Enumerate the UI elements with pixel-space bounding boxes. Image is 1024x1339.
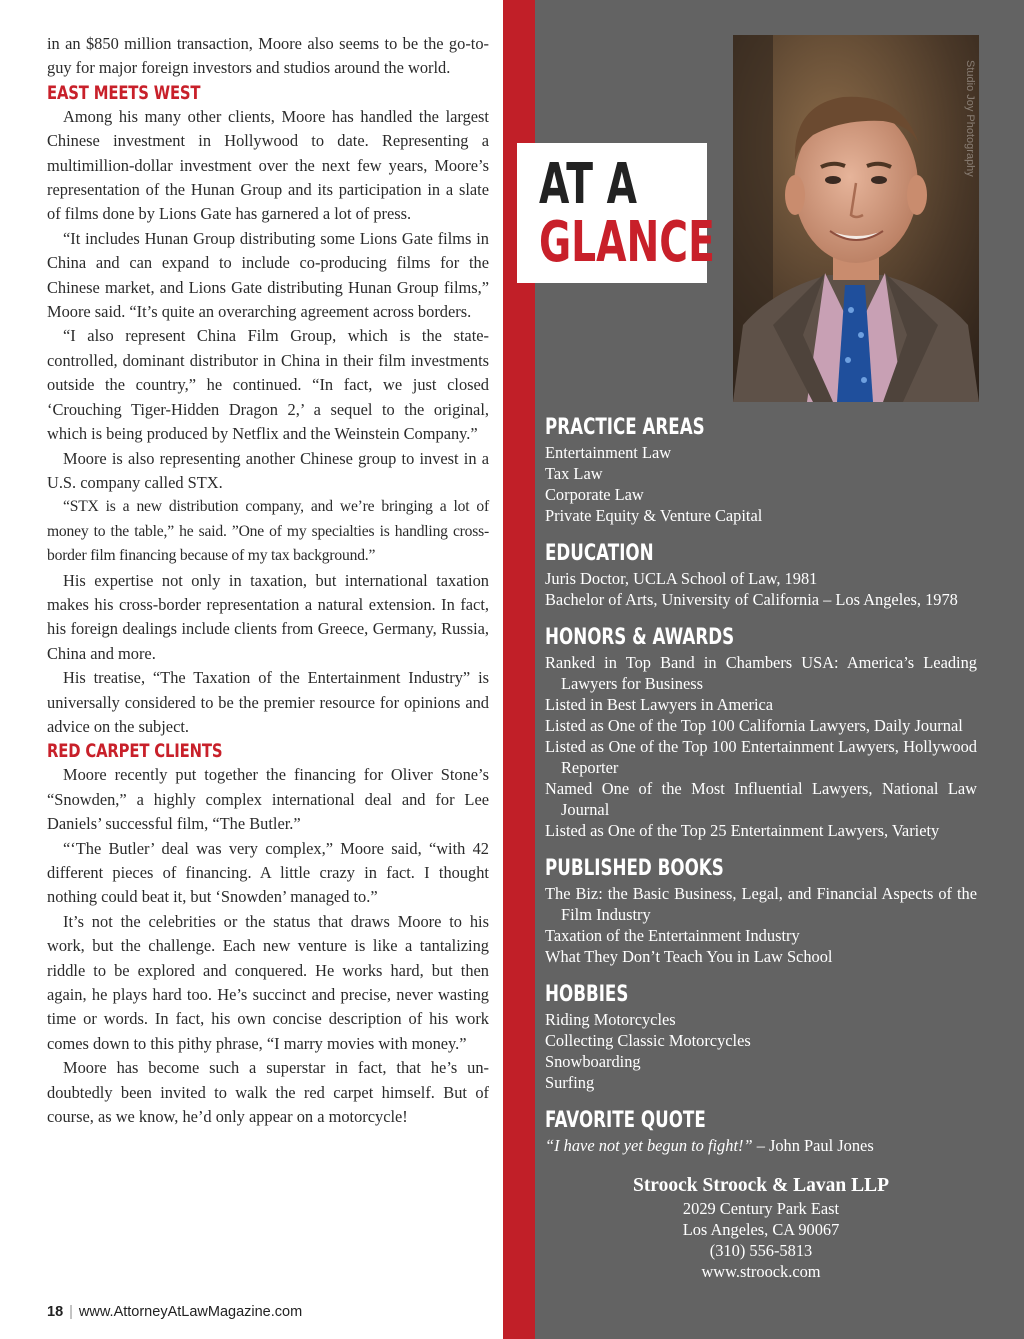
article-paragraph: It’s not the celebrities or the status that draws Moore to his work, but the challenge. Each new venture is like a tantalizing riddle to be explored and conquered. He works hard, but then again, he plays hard too. He’s succinct and precise, never wasting time or words. In fact, his own concise description of his work comes down to this pithy phrase, “I marry movies with money.” [47, 911, 489, 1053]
honors-awards-section [545, 625, 977, 841]
list-item: Corporate Law [545, 485, 644, 504]
list-item: Entertainment Law [545, 443, 672, 462]
article-paragraph: His treatise, “The Taxation of the Entertainment Industry” is universally considered to be the premier resource for opinions and advice on the subject. [47, 668, 489, 736]
portrait-photo [733, 35, 979, 402]
glance-title-line1: AT A [539, 152, 638, 217]
section-heading-red-carpet-clients: RED CARPET CLIENTS [47, 740, 223, 763]
list-item: Named One of the Most Influential Lawyers, National Law Journal [545, 779, 977, 819]
list-item: Listed as One of the Top 100 California Lawyers, Daily Journal [545, 716, 963, 735]
footer-website-link[interactable]: www.AttorneyAtLawMagazine.com [78, 1304, 303, 1320]
article-paragraph: Moore recently put together the financing for Oliver Stone’s “Snowden,” a highly complex international deal and for Lee Daniels’ successful film, “The Butler.” [47, 765, 489, 834]
article-paragraph: “It includes Hunan Group distributing some Lions Gate films in China and can expand to include co-producing films for the Chinese market, and Lions Gate distributing Hunan Group films,” Moore said. “It’s quite an overarching agreement across borders. [47, 228, 489, 322]
page-footer [47, 1304, 302, 1320]
favorite-quote-heading: FAVORITE QUOTE [545, 1108, 706, 1133]
glance-title-line2: GLANCE [539, 210, 715, 275]
list-item: Listed as One of the Top 25 Entertainment Lawyers, Variety [545, 821, 940, 840]
honors-awards-heading: HONORS & AWARDS [545, 625, 735, 650]
section-heading-east-meets-west: EAST MEETS WEST [47, 81, 201, 104]
favorite-quote-section [545, 1108, 977, 1156]
list-item: Private Equity & Venture Capital [545, 506, 763, 525]
favorite-quote [545, 1135, 977, 1156]
list-item: Ranked in Top Band in Chambers USA: America’s Leading Lawyers for Business [545, 653, 977, 693]
firm-website-link[interactable]: www.stroock.com [701, 1262, 821, 1281]
published-books-heading: PUBLISHED BOOKS [545, 856, 724, 881]
list-item: Riding Motorcycles [545, 1010, 676, 1029]
article-paragraph: Among his many other clients, Moore has handled the largest Chinese investment in Hollywood to date. Representing a multimillion-dollar investment over the next few years, Moore’s representation of the Hunan Group and its participation in a slate of films done by Lions Gate has garnered a lot of press. [47, 106, 489, 224]
firm-contact-block [545, 1173, 977, 1282]
article-paragraph: “STX is a new distribution company, and we’re bringing a lot of money to the table,” he said. ”One of my specialties is handling cross-border film financing because of my tax background.” [47, 498, 489, 565]
portrait-illustration [733, 35, 979, 402]
quote-author: John Paul Jones [768, 1136, 874, 1155]
firm-phone: (310) 556-5813 [709, 1241, 813, 1260]
article-paragraph: in an $850 million transaction, Moore also seems to be the go-to-guy for major foreign investors and studios around the world. [47, 34, 489, 78]
quote-text: “I have not yet begun to fight!” [545, 1136, 753, 1155]
list-item: Snowboarding [545, 1052, 641, 1071]
hobbies-section [545, 982, 977, 1093]
quote-dash: – [752, 1136, 769, 1155]
list-item: Bachelor of Arts, University of California – Los Angeles, 1978 [545, 590, 958, 609]
list-item: The Biz: the Basic Business, Legal, and Financial Aspects of the Film Industry [545, 884, 977, 924]
article-paragraph: Moore is also representing another Chinese group to invest in a U.S. company called STX. [47, 448, 489, 492]
article-paragraph: His expertise not only in taxation, but international taxation makes his cross-border representation a natural extension. In fact, his foreign dealings include clients from Greece, Germany, Russia, China and more. [47, 570, 489, 663]
firm-name: Stroock Stroock & Lavan LLP [632, 1175, 890, 1196]
page-number: 18 [47, 1304, 64, 1320]
list-item: Taxation of the Entertainment Industry [545, 926, 800, 945]
list-item: Juris Doctor, UCLA School of Law, 1981 [545, 569, 818, 588]
published-books-section [545, 856, 977, 967]
list-item: What They Don’t Teach You in Law School [545, 947, 833, 966]
firm-address-line1: 2029 Century Park East [682, 1199, 840, 1218]
at-a-glance-title [517, 143, 715, 283]
photo-credit: Studio Joy Photography [964, 60, 976, 177]
practice-areas-heading: PRACTICE AREAS [545, 415, 705, 440]
education-section [545, 541, 977, 610]
list-item: Listed in Best Lawyers in America [545, 695, 774, 714]
article-paragraph: “‘The Butler’ deal was very complex,” Moore said, “with 42 different pieces of financing. A little crazy in fact. I thought nothing could beat it, but ‘Snowden’ managed to.” [47, 838, 489, 907]
article-column [47, 32, 489, 1129]
list-item: Tax Law [545, 464, 603, 483]
footer-separator: | [69, 1304, 73, 1320]
education-heading: EDUCATION [545, 541, 654, 566]
article-paragraph: Moore has become such a superstar in fact, that he’s undoubtedly been invited to walk the red carpet himself. But of course, as we know, he’d only appear on a motorcycle! [47, 1058, 489, 1127]
list-item: Listed as One of the Top 100 Entertainment Lawyers, Hollywood Reporter [545, 737, 977, 777]
firm-address-line2: Los Angeles, CA 90067 [682, 1220, 840, 1239]
article-paragraph: “I also represent China Film Group, which is the state-controlled, dominant distributor in China in their film investments outside the country,” he continued. “In fact, we just closed ‘Crouching Tiger-Hidden Dragon 2,’ a sequel to the original, which is being produced by Netflix and the Weinstein Company.” [47, 326, 489, 444]
list-item: Collecting Classic Motorcycles [545, 1031, 751, 1050]
list-item: Surfing [545, 1073, 595, 1092]
practice-areas-section [545, 415, 977, 526]
hobbies-heading: HOBBIES [545, 982, 629, 1007]
